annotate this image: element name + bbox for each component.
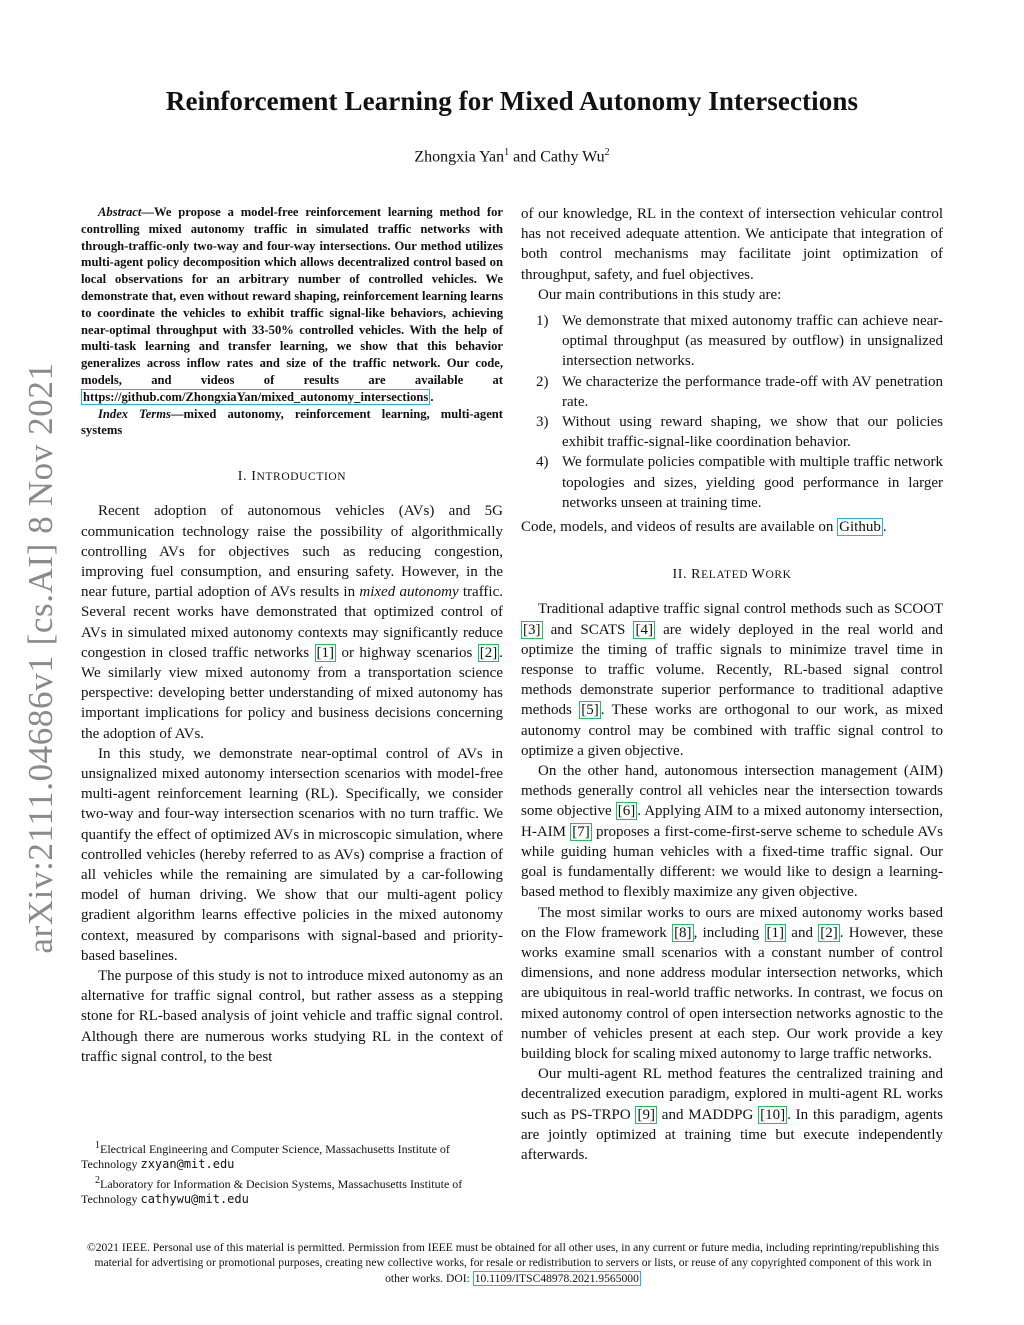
text-run: . However, these works examine small scenarios with a constant number of control dimensions, and none address modular intersection networks, which are ubiquitous in real-world traffic networks. In contrast, we focus on mixed autonomy control of open intersection networks agnostic to the number of vehicles present at each step. Our work provide a key building block for scaling mixed autonomy to large traffic networks.	[521, 924, 943, 1062]
abstract-dash: —	[141, 205, 154, 219]
text-run: . These works are orthogonal to our work, as mixed autonomy control may be combined with traffic signal control to optimize a given objective.	[521, 702, 943, 759]
text-run: and MADDPG	[656, 1106, 759, 1123]
abstract-text: We propose a model-free reinforcement learning method for controlling mixed autonomy traffic in simulated traffic networks with through-traffic-only two-way and four-way intersections. Our method utilizes multi-agent policy decomposition which allows decentralized control based on local observations for an arbitrary number of controlled vehicles. We demonstrate that, even without reward shaping, reinforcement learning learns to coordinate the vehicles to exhibit traffic signal-like behaviors, achieving near-optimal throughput with 33-50% controlled vehicles. With the help of multi-task learning and transfer learning, we show that this behavior generalizes across inflow rates and size of the traffic network. Our code, models, and videos of results are available at	[81, 205, 503, 387]
author-line	[0, 147, 1024, 166]
index-terms-text: mixed autonomy, reinforcement learning, multi-agent systems	[81, 406, 503, 438]
author-conjunction: and	[509, 148, 541, 166]
list-text: We demonstrate that mixed autonomy traffic can achieve near-optimal throughput (as measured by outflow) in unsignalized intersection networks.	[562, 313, 943, 370]
author-1: Zhongxia Yan	[414, 148, 505, 166]
intro-paragraph-3: The purpose of this study is not to introduce mixed autonomy as an alternative for traffic signal control, but rather assess as a stepping stone for RL-based analysis of joint vehicle and traffic signal control. Although there are numerous works studying RL in the context of traffic signal control, to the best	[81, 968, 503, 1065]
list-number: 1)	[536, 313, 549, 330]
section-heading-related-work	[521, 565, 943, 585]
section-title-first: I	[251, 469, 257, 485]
text-run: Our multi-agent RL method features the centralized training and decentralized execution paradigm, explored in multi-agent RL works such as PS-TRPO	[521, 1066, 943, 1123]
list-text: Without using reward shaping, we show that our policies exhibit traffic-signal-like coordination behavior.	[562, 414, 943, 451]
left-column	[81, 204, 503, 1067]
related-paragraph-4	[521, 1064, 943, 1165]
text-run: and SCATS	[542, 621, 634, 638]
text-run: Recent adoption of autonomous vehicles (AVs) and 5G communication technology raise the possibility of algorithmically controlling AVs for objectives such as reducing congestion, improving fuel consumption, and ensuring safety. However, in the near future, partial adoption of AVs results in	[81, 503, 503, 601]
doi-link[interactable]: 10.1109/ITSC48978.2021.9565000	[474, 1271, 639, 1285]
text-run: .	[882, 519, 887, 536]
list-text: We formulate policies compatible with multiple traffic network topologies and sizes, yielding good performance in larger networks unseen at training time.	[562, 454, 943, 511]
section-title-first: W	[751, 567, 766, 583]
text-run: . In this paradigm, agents are jointly optimized at training time but execute independently afterwards.	[521, 1106, 943, 1163]
text-run: Code, models, and videos of results are available on	[521, 519, 838, 536]
list-number: 3)	[536, 414, 549, 431]
text-run: and	[786, 924, 819, 941]
author-1-email: zxyan@mit.edu	[140, 1157, 235, 1172]
section-number: II.	[672, 567, 692, 583]
text-run: proposes a first-come-first-serve scheme to schedule AVs while guiding human vehicles with a fixed-time traffic signal. Our goal is fundamentally different: we would like to design a learning-based method to flexibly maximize any given objective.	[521, 823, 944, 901]
related-paragraph-1	[521, 599, 943, 761]
contributions-list	[521, 311, 943, 513]
arxiv-identifier: arXiv:2111.04686v1 [cs.AI] 8 Nov 2021	[21, 362, 60, 954]
intro-paragraph-2: In this study, we demonstrate near-optimal control of AVs in unsignalized mixed autonomy intersection scenarios with model-free multi-agent reinforcement learning (RL). Specifically, we consider two-way and four-way intersection scenarios with no turn traffic. We quantify the effect of optimized AVs in microscopic simulation, where controlled vehicles (hereby referred to as AVs) comprise a fraction of all vehicles while the remaining are simulated by a car-following model of human driving. We show that our multi-agent policy gradient algorithm learns effective policies in the mixed autonomy context, measured by comparisons with signal-based and priority-based baselines.	[81, 745, 503, 964]
text-run: , including	[693, 924, 765, 941]
paper-title: Reinforcement Learning for Mixed Autonomy Intersections	[165, 86, 859, 116]
index-terms-dash: —	[170, 406, 184, 421]
author-2-email: cathywu@mit.edu	[140, 1192, 249, 1207]
index-terms-label: Index Terms	[98, 406, 171, 421]
author-2: Cathy Wu	[540, 148, 605, 166]
list-text: We characterize the performance trade-off with AV penetration rate.	[562, 373, 943, 410]
section-title-rest: ELATED	[701, 569, 752, 582]
footnote-marker: 1	[95, 1140, 100, 1151]
author-2-affiliation: 2	[604, 147, 610, 158]
arxiv-stamp	[14, 362, 68, 954]
text-run: . Applying AIM to a mixed autonomy intersection, H-AIM	[521, 803, 944, 840]
citation-4[interactable]: [4]	[635, 621, 653, 638]
related-paragraph-2	[521, 761, 943, 902]
citation-7[interactable]: [7]	[572, 823, 590, 840]
contributions-intro: Our main contributions in this study are:	[538, 286, 782, 303]
author-1-affiliation: 1	[504, 147, 510, 158]
related-paragraph-3	[521, 903, 943, 1065]
text-run: . We similarly view mixed autonomy from a transportation science perspective: developing better understanding of mixed autonomy has important implications for policy and business decisions concerning the adoption of AVs.	[81, 644, 503, 742]
footnotes	[81, 1138, 503, 1208]
list-item	[521, 412, 943, 452]
copyright-text: ©2021 IEEE. Personal use of this material is permitted. Permission from IEEE must be obtained for all other uses, in any current or future media, including reprinting/republishing this material for advertising or promotional purposes, creating new collective works, for resale or redistribution to servers or lists, or reuse of any copyrighted component of this work in other works. DOI:	[86, 1241, 940, 1285]
citation-10[interactable]: [10]	[760, 1106, 786, 1123]
footnote-1	[81, 1138, 503, 1173]
repo-link[interactable]: https://github.com/ZhongxiaYan/mixed_autonomy_intersections	[83, 389, 429, 404]
abstract-label: Abstract	[98, 205, 142, 219]
text-run: Traditional adaptive traffic signal control methods such as SCOOT	[538, 601, 943, 618]
intro-paragraph-3-continued: of our knowledge, RL in the context of intersection vehicular control has not received adequate attention. We anticipate that integration of both control mechanisms may facilitate joint optimization of throughput, safety, and fuel objectives.	[521, 206, 943, 283]
text-run: traffic. Several recent works have demonstrated that optimized control of AVs in simulated mixed autonomy contexts may significantly reduce congestion in closed traffic networks	[81, 584, 504, 661]
emphasis: mixed autonomy	[359, 584, 459, 601]
code-availability	[521, 517, 943, 537]
text-run: or highway scenarios	[336, 644, 478, 661]
citation-5[interactable]: [5]	[581, 702, 599, 719]
section-heading-introduction	[81, 467, 503, 487]
list-item	[521, 372, 943, 412]
footnote-text: Laboratory for Information & Decision Systems, Massachusetts Institute of Technology	[81, 1176, 463, 1207]
list-number: 4)	[536, 454, 549, 471]
section-title-rest: ORK	[765, 569, 792, 582]
citation-1[interactable]: [1]	[766, 924, 785, 941]
section-title-first: R	[691, 567, 702, 583]
text-run: On the other hand, autonomous intersection management (AIM) methods generally control all vehicles near the intersection towards some objective	[521, 763, 943, 820]
abstract	[81, 204, 503, 406]
list-item	[521, 311, 943, 372]
citation-2[interactable]: [2]	[479, 644, 498, 661]
list-item	[521, 452, 943, 513]
citation-1[interactable]: [1]	[316, 644, 335, 661]
abstract-end: .	[430, 389, 434, 404]
citation-9[interactable]: [9]	[637, 1106, 655, 1123]
section-title-rest: NTRODUCTION	[256, 471, 347, 484]
text-run: The most similar works to ours are mixed autonomy works based on the Flow framework	[521, 904, 943, 941]
citation-2[interactable]: [2]	[820, 924, 838, 941]
section-number: I.	[237, 469, 252, 485]
copyright-notice	[82, 1240, 944, 1286]
index-terms	[81, 406, 503, 440]
citation-8[interactable]: [8]	[674, 924, 692, 941]
footnote-text: Electrical Engineering and Computer Science, Massachusetts Institute of Technology	[81, 1142, 450, 1172]
footnote-2	[81, 1173, 503, 1208]
right-column	[521, 204, 943, 1165]
intro-paragraph-1	[81, 501, 503, 743]
citation-3[interactable]: [3]	[523, 621, 541, 638]
list-number: 2)	[536, 373, 549, 390]
footnote-marker: 2	[95, 1174, 100, 1186]
github-link[interactable]: Github	[839, 519, 881, 536]
text-run: are widely deployed in the real world and optimize the timing of traffic signals to minimize travel time in response to traffic volume. Recently, RL-based signal control methods demonstrate superior performance to traditional adaptive methods	[521, 621, 943, 719]
citation-6[interactable]: [6]	[617, 803, 636, 820]
